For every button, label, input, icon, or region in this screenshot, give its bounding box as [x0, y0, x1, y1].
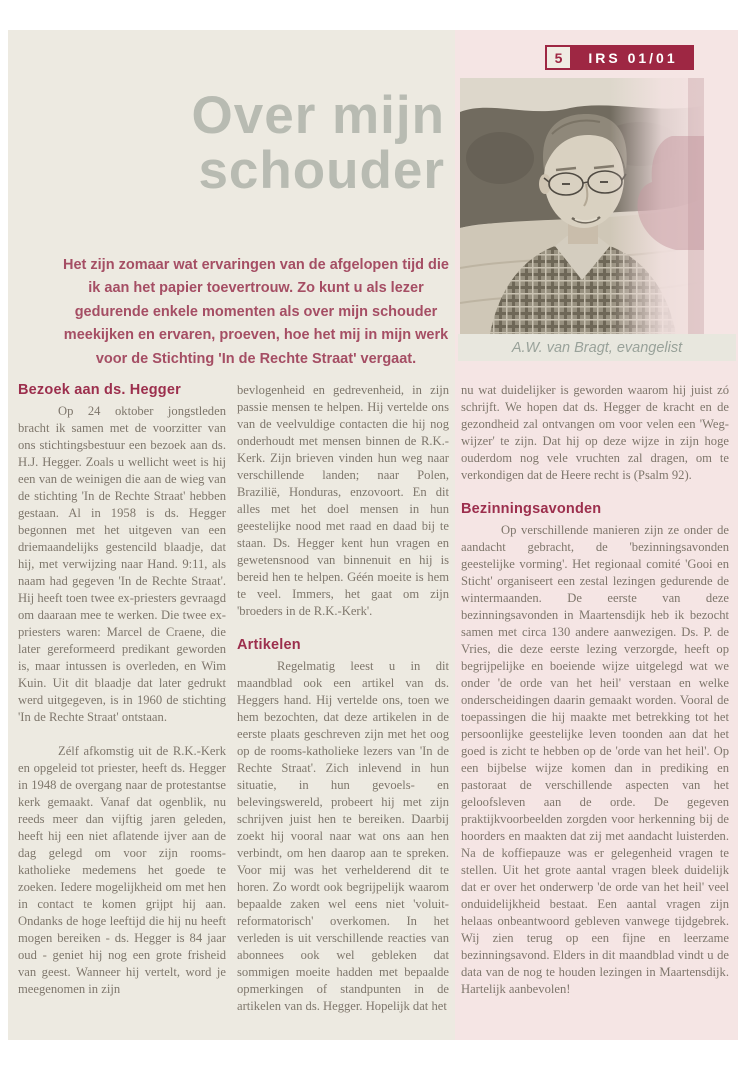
paragraph: Zélf afkomstig uit de R.K.-Kerk en opgeleid tot priester, heeft ds. Hegger in 1948 de overgang naar de protestantse kerk gemaakt. Vanaf dat ogenblik, nu reeds meer dan vijftig jaren geleden, heeft hij een niet aflatende ijver aan de dag gelegd om voor zijn rooms-katholieke medemens het goede te zoeken. Iedere mogelijkheid om met hen in contact te komen grijpt hij aan. Ondanks de hoge leeftijd die hij nu heeft mogen bereiken - ds. Hegger is 84 jaar oud - geniet hij nog een grote frisheid van geest. Wanneer hij vertelt, word je meegenomen in zijn — [18, 744, 226, 996]
magazine-page — [8, 30, 738, 1040]
section-heading-bezinningsavonden: Bezinningsavonden — [461, 501, 602, 517]
paragraph: Op 24 oktober jongstleden bracht ik samen met de voorzitter van ons stichtingsbestuur een bezoek aan ds. H.J. Hegger. Zoals u wellicht weet is hij een van de weinigen die aan de wieg van de stichting 'In de Rechte Straat' hebben gestaan. Al in 1958 is ds. Hegger begonnen met het uitgeven van een driemaandelijks gestencild blaadje, dat hij, met verwijzing naar Hand. 9:11, als naam had gegeven 'In de Rechte Straat'. Hij heeft toen twee ex-priesters gevraagd om daaraan mee te werken. Die twee ex-priesters waren: Marcel de Craene, die later gereformeerd predikant geworden is, maar intussen is overleden, en Wim Kuin. Uit dit blaadje dat later gedrukt werd uitgegeven, is in 1960 de stichting 'In de Rechte Straat' ontstaan. — [18, 404, 226, 724]
paragraph: Regelmatig leest u in dit maandblad ook een artikel van ds. Heggers hand. Hij vertelde ons, toen we hem bezochten, dat deze artikelen in de eerste plaats geschreven zijn met het oog op de rooms-katholieke lezers van 'In de Rechte Straat'. Zich inlevend in hun situatie, in hun gevoels- en belevingswereld, probeert hij met zijn schrijven juist hen te bereiken. Daarbij zoekt hij vooral naar wat ons aan hen verbindt, om hen daarop aan te spreken. Voor mij was het verhelderend dit te horen. Zo wordt ook begrijpelijk waarom bepaalde zaken wel eens niet 'voluit-reformatorisch' overkomen. In het verleden is uit verschillende reacties van abonnees ook wel gebleken dat sommigen moeite hadden met bepaalde opmerkingen of standpunten in de artikelen van ds. Hegger. Hopelijk dat het — [237, 659, 449, 1013]
portrait-photo — [460, 78, 704, 334]
page-number: 5 — [545, 45, 572, 70]
article-body — [18, 382, 729, 1015]
paragraph: bevlogenheid en gedrevenheid, in zijn passie mensen te helpen. Hij vertelde ons van de veelvuldige contacten die hij nog onderhoudt met mensen binnen de R.K.-Kerk. Zijn brieven vinden hun weg naar verschillende landen; naar Polen, Brazilië, Honduras, enzovoort. En dit alles met het doel mensen in hun geestelijke nood met raad en daad bij te staan. Ds. Hegger kent hun vragen en gewetensnood van binnenuit en hij is bereid hen te helpen. Géén moeite is hem te veel. Immers, het gaat om zijn 'broeders in de R.K.-Kerk'. — [237, 383, 449, 618]
issue-label: IRS 01/01 — [572, 45, 694, 70]
column-3 — [461, 382, 729, 1015]
article-title: Over mijn schouder — [191, 86, 445, 201]
column-1 — [18, 382, 226, 1015]
section-heading-bezoek: Bezoek aan ds. Hegger — [18, 382, 181, 398]
section-heading-artikelen: Artikelen — [237, 637, 301, 653]
paragraph: nu wat duidelijker is geworden waarom hij juist zó schrijft. We hopen dat ds. Hegger de kracht en de gezondheid zal ontvangen om voor velen een 'Weg-wijzer' te zijn. Dat hij op deze wijze in zijn hoge ouderdom nog vele vruchten zal dragen, om te verkondigen dat de Heere recht is (Psalm 92). — [461, 383, 729, 482]
paragraph: Op verschillende manieren zijn ze onder de aandacht gebracht, de 'bezinningsavonden geestelijke vorming'. Het regionaal comité 'Gooi en Sticht' organiseert een zestal lezingen gedurende de wintermaanden. De eerste van deze bezinningsavonden in Maartensdijk heb ik bezocht samen met circa 130 andere aanwezigen. Ds. P. de Vries, die deze eerste lezing verzorgde, heeft op begrijpelijke en boeiende wijze uitgelegd wat we onder 'de orde van het heil' verstaan en welke onderscheidingen daarin gemaakt worden. Vooral de toepassingen die hij maakte met betrekking tot het persoonlijke geestelijke leven toonden aan dat het goed is zicht te hebben op de 'orde van het heil'. Op een bijbelse wijze komen dan in prediking en pastoraat de verschillende aspecten van het geloofsleven aan de orde. De gegeven praktijkvoorbeelden zorgden voor herkenning bij de hoorders en maakten dat zij met aandacht luisterden. Na de koffiepauze was er gelegenheid vragen te stellen. Uit het grote aantal vragen bleek duidelijk dat er over het onderwerp 'de orde van het heil' veel onduidelijkheid bestaat. Een aantal vragen zijn helaas onbeantwoord gebleven vanwege tijdgebrek. Wij zien terug op een fijne en leerzame bezinningsavond. Elders in dit maandblad vindt u de data van de nog te houden lezingen in Maartensdijk. Hartelijk aanbevolen! — [461, 523, 729, 996]
portrait-photo-illustration — [460, 78, 704, 334]
photo-caption: A.W. van Bragt, evangelist — [458, 334, 736, 361]
page-header-badge — [545, 45, 694, 70]
column-2 — [237, 382, 449, 1015]
article-intro: Het zijn zomaar wat ervaringen van de afgelopen tijd die ik aan het papier toevertrouw. Zo kunt u als lezer gedurende enkele momenten als over mijn schouder meekijken en ervaren, proeven, hoe het mij in mijn werk voor de Stichting 'In de Rechte Straat' vergaat. — [63, 257, 449, 367]
